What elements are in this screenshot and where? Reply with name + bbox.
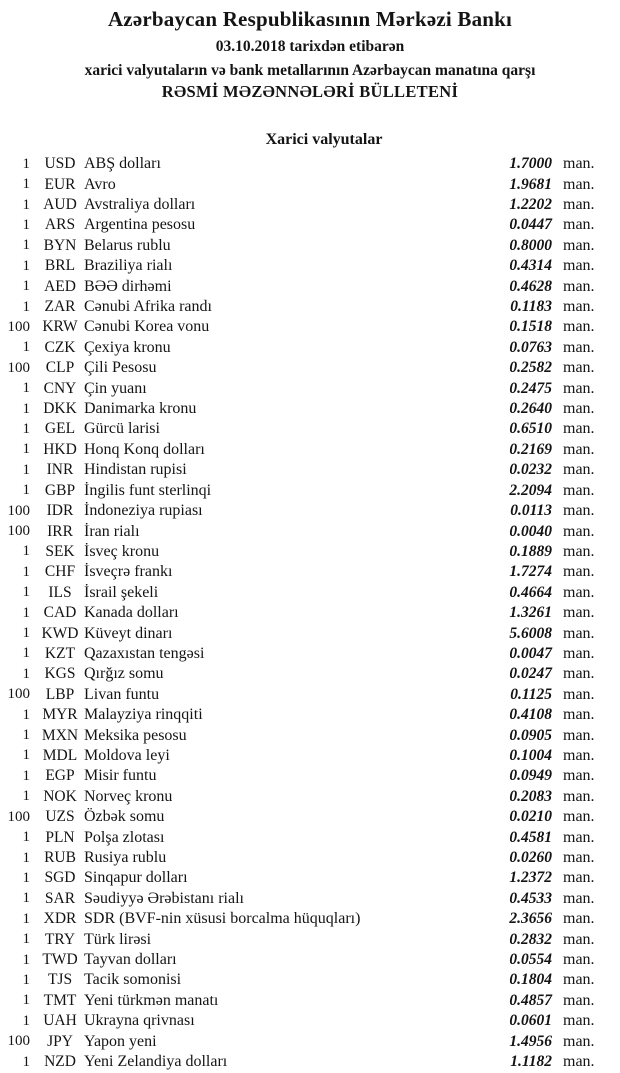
- qty-cell: 1: [22, 767, 30, 784]
- qty-cell: 1: [22, 278, 30, 295]
- unit-cell: man.: [563, 726, 595, 744]
- unit-cell: man.: [563, 828, 595, 846]
- name-cell: Norveç kronu: [84, 787, 173, 805]
- rate-cell: 0.4314: [509, 257, 552, 275]
- name-cell: Sinqapur dolları: [84, 869, 188, 887]
- rate-row: [0, 236, 620, 256]
- qty-cell: 1: [22, 563, 30, 580]
- qty-cell: 1: [22, 645, 30, 662]
- unit-cell: man.: [563, 420, 595, 438]
- qty-cell: 100: [7, 318, 30, 335]
- code-cell: MYR: [42, 706, 78, 724]
- rate-cell: 1.1182: [510, 1053, 552, 1071]
- code-cell: UZS: [45, 808, 75, 826]
- qty-cell: 1: [22, 829, 30, 846]
- rate-cell: 0.6510: [509, 420, 552, 438]
- name-cell: Argentina pesosu: [84, 216, 196, 234]
- unit-cell: man.: [563, 400, 595, 418]
- name-cell: İngilis funt sterlinqi: [84, 481, 212, 499]
- qty-cell: 1: [22, 625, 30, 642]
- unit-cell: man.: [563, 461, 595, 479]
- rate-row: [0, 542, 620, 562]
- code-cell: CHF: [44, 563, 76, 581]
- rate-row: [0, 297, 620, 317]
- unit-cell: man.: [563, 787, 595, 805]
- name-cell: Çexiya kronu: [84, 338, 171, 356]
- unit-cell: man.: [563, 257, 595, 275]
- name-cell: BƏƏ dirhəmi: [84, 277, 172, 295]
- name-cell: SDR (BVF-nin xüsusi borcalma hüquqları): [84, 910, 361, 928]
- name-cell: Cənubi Korea vonu: [84, 318, 210, 336]
- unit-cell: man.: [563, 808, 595, 826]
- unit-cell: man.: [563, 196, 595, 214]
- qty-cell: 1: [22, 1053, 30, 1070]
- rate-cell: 0.0210: [509, 808, 552, 826]
- rate-cell: 0.2475: [509, 379, 552, 397]
- qty-cell: 1: [22, 747, 30, 764]
- qty-cell: 100: [7, 808, 30, 825]
- rate-cell: 1.4956: [509, 1032, 552, 1050]
- rate-row: [0, 725, 620, 745]
- rate-cell: 0.2169: [509, 440, 552, 458]
- unit-cell: man.: [563, 971, 595, 989]
- unit-cell: man.: [563, 910, 595, 928]
- unit-cell: man.: [563, 236, 595, 254]
- rate-row: [0, 623, 620, 643]
- rate-row: [0, 705, 620, 725]
- name-cell: İsveç kronu: [84, 542, 160, 560]
- rate-cell: 0.4857: [509, 991, 552, 1009]
- rate-row: [0, 358, 620, 378]
- rate-cell: 0.2582: [509, 359, 552, 377]
- qty-cell: 1: [22, 155, 30, 172]
- section-title-foreign-currencies: Xarici valyutalar: [265, 131, 383, 148]
- code-cell: CAD: [43, 604, 77, 622]
- bulletin-title: RƏSMİ MƏZƏNNƏLƏRİ BÜLLETENİ: [161, 82, 459, 101]
- rate-cell: 0.0113: [510, 502, 552, 520]
- qty-cell: 1: [22, 890, 30, 907]
- unit-cell: man.: [563, 481, 595, 499]
- rate-cell: 0.1889: [509, 542, 552, 560]
- rate-row: [0, 174, 620, 194]
- name-cell: Gürcü larisi: [84, 420, 160, 438]
- unit-cell: man.: [563, 563, 595, 581]
- rate-cell: 0.1004: [509, 746, 552, 764]
- rate-row: [0, 1031, 620, 1051]
- code-cell: EGP: [45, 767, 75, 785]
- unit-cell: man.: [563, 706, 595, 724]
- unit-cell: man.: [563, 951, 595, 969]
- qty-cell: 1: [22, 931, 30, 948]
- name-cell: Səudiyyə Ərəbistanı rialı: [84, 889, 244, 907]
- unit-cell: man.: [563, 298, 595, 316]
- code-cell: SAR: [44, 889, 76, 907]
- rate-cell: 1.2202: [509, 196, 552, 214]
- rate-row: [0, 889, 620, 909]
- qty-cell: 1: [22, 604, 30, 621]
- code-cell: MDL: [42, 746, 78, 764]
- rate-cell: 0.4533: [509, 889, 552, 907]
- rate-cell: 0.0554: [509, 951, 552, 969]
- name-cell: Türk lirəsi: [84, 930, 152, 948]
- qty-cell: 1: [22, 237, 30, 254]
- code-cell: TWD: [42, 951, 78, 969]
- qty-cell: 1: [22, 339, 30, 356]
- unit-cell: man.: [563, 379, 595, 397]
- name-cell: Hindistan rupisi: [84, 461, 187, 479]
- code-cell: GEL: [44, 420, 76, 438]
- rate-cell: 0.0601: [509, 1012, 552, 1030]
- rate-cell: 0.1125: [510, 685, 552, 703]
- rate-row: [0, 970, 620, 990]
- qty-cell: 1: [22, 216, 30, 233]
- qty-cell: 1: [22, 706, 30, 723]
- rate-row: [0, 766, 620, 786]
- rate-cell: 0.1183: [510, 298, 552, 316]
- effective-date-line: 03.10.2018 tarixdən etibarən: [215, 38, 405, 55]
- code-cell: RUB: [44, 849, 76, 867]
- rate-cell: 0.4664: [509, 583, 552, 601]
- code-cell: USD: [44, 155, 76, 173]
- rate-row: [0, 195, 620, 215]
- code-cell: ZAR: [44, 298, 76, 316]
- code-cell: NOK: [43, 787, 77, 805]
- code-cell: KWD: [41, 624, 79, 642]
- code-cell: TMT: [43, 991, 77, 1009]
- code-cell: AED: [44, 277, 76, 295]
- rate-row: [0, 399, 620, 419]
- unit-cell: man.: [563, 542, 595, 560]
- unit-cell: man.: [563, 338, 595, 356]
- unit-cell: man.: [563, 583, 595, 601]
- qty-cell: 1: [22, 420, 30, 437]
- qty-cell: 1: [22, 482, 30, 499]
- name-cell: Misir funtu: [84, 767, 157, 785]
- rate-cell: 2.3656: [509, 910, 552, 928]
- name-cell: Meksika pesosu: [84, 726, 187, 744]
- name-cell: Livan funtu: [84, 685, 160, 703]
- rate-row: [0, 378, 620, 398]
- rate-cell: 0.4108: [509, 706, 552, 724]
- qty-cell: 1: [22, 727, 30, 744]
- code-cell: BYN: [43, 236, 77, 254]
- code-cell: AUD: [43, 196, 77, 214]
- name-cell: Qazaxıstan tengəsi: [84, 644, 205, 662]
- qty-cell: 1: [22, 992, 30, 1009]
- name-cell: İndoneziya rupiası: [84, 502, 203, 520]
- code-cell: NZD: [44, 1053, 76, 1071]
- unit-cell: man.: [563, 1032, 595, 1050]
- name-cell: Tacik somonisi: [84, 971, 182, 989]
- name-cell: Malayziya rinqqiti: [84, 706, 203, 724]
- name-cell: Çili Pesosu: [84, 359, 157, 377]
- rate-cell: 0.1804: [509, 971, 552, 989]
- rates-table: [0, 154, 620, 1072]
- rate-row: [0, 215, 620, 235]
- name-cell: Yeni Zelandiya dolları: [84, 1053, 228, 1071]
- rate-row: [0, 501, 620, 521]
- code-cell: LBP: [45, 685, 75, 703]
- name-cell: Danimarka kronu: [84, 400, 197, 418]
- unit-cell: man.: [563, 624, 595, 642]
- unit-cell: man.: [563, 849, 595, 867]
- unit-cell: man.: [563, 1012, 595, 1030]
- unit-cell: man.: [563, 318, 595, 336]
- name-cell: Polşa zlotası: [84, 828, 165, 846]
- qty-cell: 1: [22, 380, 30, 397]
- rate-row: [0, 644, 620, 664]
- rate-row: [0, 909, 620, 929]
- name-cell: Rusiya rublu: [84, 849, 167, 867]
- code-cell: DKK: [43, 400, 77, 418]
- unit-cell: man.: [563, 155, 595, 173]
- qty-cell: 1: [22, 298, 30, 315]
- qty-cell: 1: [22, 971, 30, 988]
- rate-cell: 5.6008: [509, 624, 552, 642]
- unit-cell: man.: [563, 175, 595, 193]
- rate-cell: 0.2640: [509, 400, 552, 418]
- unit-cell: man.: [563, 746, 595, 764]
- code-cell: KRW: [42, 318, 78, 336]
- code-cell: JPY: [47, 1032, 73, 1050]
- name-cell: Avro: [84, 175, 116, 193]
- qty-cell: 1: [22, 869, 30, 886]
- rate-row: [0, 807, 620, 827]
- qty-cell: 100: [7, 502, 30, 519]
- name-cell: Braziliya rialı: [84, 257, 173, 275]
- rate-cell: 1.7274: [509, 563, 552, 581]
- name-cell: Tayvan dolları: [84, 951, 177, 969]
- rate-cell: 0.2083: [509, 787, 552, 805]
- unit-cell: man.: [563, 644, 595, 662]
- rate-row: [0, 521, 620, 541]
- qty-cell: 100: [7, 1033, 30, 1050]
- rate-cell: 0.4628: [509, 277, 552, 295]
- code-cell: KZT: [44, 644, 76, 662]
- name-cell: Çin yuanı: [84, 379, 147, 397]
- code-cell: GBP: [44, 481, 76, 499]
- code-cell: CZK: [44, 338, 76, 356]
- rate-row: [0, 256, 620, 276]
- name-cell: İsrail şekeli: [84, 583, 159, 601]
- rate-row: [0, 827, 620, 847]
- code-cell: BRL: [44, 257, 76, 275]
- rate-row: [0, 929, 620, 949]
- rate-row: [0, 603, 620, 623]
- rate-cell: 0.0949: [509, 767, 552, 785]
- rate-row: [0, 685, 620, 705]
- rate-row: [0, 583, 620, 603]
- rate-row: [0, 848, 620, 868]
- qty-cell: 1: [22, 461, 30, 478]
- name-cell: Özbək somu: [84, 808, 165, 826]
- rate-row: [0, 1011, 620, 1031]
- code-cell: XDR: [43, 910, 77, 928]
- rate-row: [0, 868, 620, 888]
- rate-row: [0, 481, 620, 501]
- rate-row: [0, 419, 620, 439]
- unit-cell: man.: [563, 767, 595, 785]
- code-cell: TRY: [44, 930, 76, 948]
- rate-cell: 0.0763: [509, 338, 552, 356]
- name-cell: Yeni türkmən manatı: [84, 991, 219, 1009]
- code-cell: HKD: [43, 440, 77, 458]
- rate-cell: 1.9681: [509, 175, 552, 193]
- qty-cell: 1: [22, 543, 30, 560]
- name-cell: ABŞ dolları: [84, 155, 161, 173]
- code-cell: ARS: [44, 216, 76, 234]
- name-cell: Avstraliya dolları: [84, 196, 196, 214]
- bank-name-title: Azərbaycan Respublikasının Mərkəzi Bankı: [107, 7, 513, 31]
- qty-cell: 1: [22, 665, 30, 682]
- rate-row: [0, 664, 620, 684]
- rate-cell: 1.2372: [509, 869, 552, 887]
- rate-row: [0, 154, 620, 174]
- name-cell: İran rialı: [84, 522, 140, 540]
- rate-row: [0, 440, 620, 460]
- unit-cell: man.: [563, 502, 595, 520]
- rate-cell: 0.0905: [509, 726, 552, 744]
- rate-row: [0, 1052, 620, 1072]
- code-cell: TJS: [47, 971, 73, 989]
- unit-cell: man.: [563, 665, 595, 683]
- qty-cell: 1: [22, 910, 30, 927]
- rate-row: [0, 562, 620, 582]
- rate-cell: 0.4581: [509, 828, 552, 846]
- name-cell: Moldova leyi: [84, 746, 170, 764]
- code-cell: UAH: [43, 1012, 77, 1030]
- qty-cell: 1: [22, 176, 30, 193]
- unit-cell: man.: [563, 277, 595, 295]
- code-cell: CLP: [45, 359, 75, 377]
- unit-cell: man.: [563, 930, 595, 948]
- qty-cell: 1: [22, 196, 30, 213]
- rate-row: [0, 276, 620, 296]
- rate-row: [0, 991, 620, 1011]
- rate-cell: 0.0260: [509, 849, 552, 867]
- code-cell: PLN: [45, 828, 75, 846]
- code-cell: EUR: [44, 175, 76, 193]
- rate-cell: 0.0447: [509, 216, 552, 234]
- unit-cell: man.: [563, 889, 595, 907]
- rate-cell: 2.2094: [509, 481, 552, 499]
- rate-cell: 0.0232: [509, 461, 552, 479]
- name-cell: Qırğız somu: [84, 665, 164, 683]
- rate-cell: 0.0247: [509, 665, 552, 683]
- unit-cell: man.: [563, 685, 595, 703]
- rate-row: [0, 787, 620, 807]
- rate-cell: 0.0047: [509, 644, 552, 662]
- name-cell: Cənubi Afrika randı: [84, 298, 212, 316]
- code-cell: KGS: [44, 665, 76, 683]
- unit-cell: man.: [563, 991, 595, 1009]
- qty-cell: 1: [22, 400, 30, 417]
- rate-row: [0, 338, 620, 358]
- subject-line: xarici valyutaların və bank metallarının Azərbaycan manatına qarşı: [84, 62, 536, 79]
- rate-cell: 1.3261: [509, 604, 552, 622]
- unit-cell: man.: [563, 869, 595, 887]
- name-cell: İsveçrə frankı: [84, 563, 173, 581]
- unit-cell: man.: [563, 604, 595, 622]
- qty-cell: 100: [7, 686, 30, 703]
- rate-cell: 1.7000: [509, 155, 552, 173]
- unit-cell: man.: [563, 216, 595, 234]
- rate-cell: 0.2832: [509, 930, 552, 948]
- qty-cell: 1: [22, 441, 30, 458]
- code-cell: IDR: [46, 502, 74, 520]
- unit-cell: man.: [563, 359, 595, 377]
- unit-cell: man.: [563, 440, 595, 458]
- code-cell: MXN: [41, 726, 79, 744]
- code-cell: SGD: [44, 869, 76, 887]
- name-cell: Kanada dolları: [84, 604, 179, 622]
- qty-cell: 1: [22, 257, 30, 274]
- unit-cell: man.: [563, 522, 595, 540]
- name-cell: Honq Konq dolları: [84, 440, 205, 458]
- code-cell: ILS: [48, 583, 72, 601]
- qty-cell: 1: [22, 849, 30, 866]
- code-cell: SEK: [45, 542, 75, 560]
- qty-cell: 100: [7, 523, 30, 540]
- rate-cell: 0.8000: [509, 236, 552, 254]
- code-cell: INR: [46, 461, 74, 479]
- qty-cell: 1: [22, 584, 30, 601]
- rate-row: [0, 460, 620, 480]
- name-cell: Yapon yeni: [84, 1032, 157, 1050]
- rate-row: [0, 317, 620, 337]
- rate-row: [0, 746, 620, 766]
- qty-cell: 1: [22, 1012, 30, 1029]
- unit-cell: man.: [563, 1053, 595, 1071]
- name-cell: Küveyt dinarı: [84, 624, 173, 642]
- name-cell: Belarus rublu: [84, 236, 171, 254]
- qty-cell: 100: [7, 359, 30, 376]
- rate-cell: 0.1518: [509, 318, 552, 336]
- rate-row: [0, 950, 620, 970]
- code-cell: CNY: [43, 379, 77, 397]
- code-cell: IRR: [47, 522, 73, 540]
- qty-cell: 1: [22, 951, 30, 968]
- rate-cell: 0.0040: [509, 522, 552, 540]
- qty-cell: 1: [22, 788, 30, 805]
- name-cell: Ukrayna qrivnası: [84, 1012, 195, 1030]
